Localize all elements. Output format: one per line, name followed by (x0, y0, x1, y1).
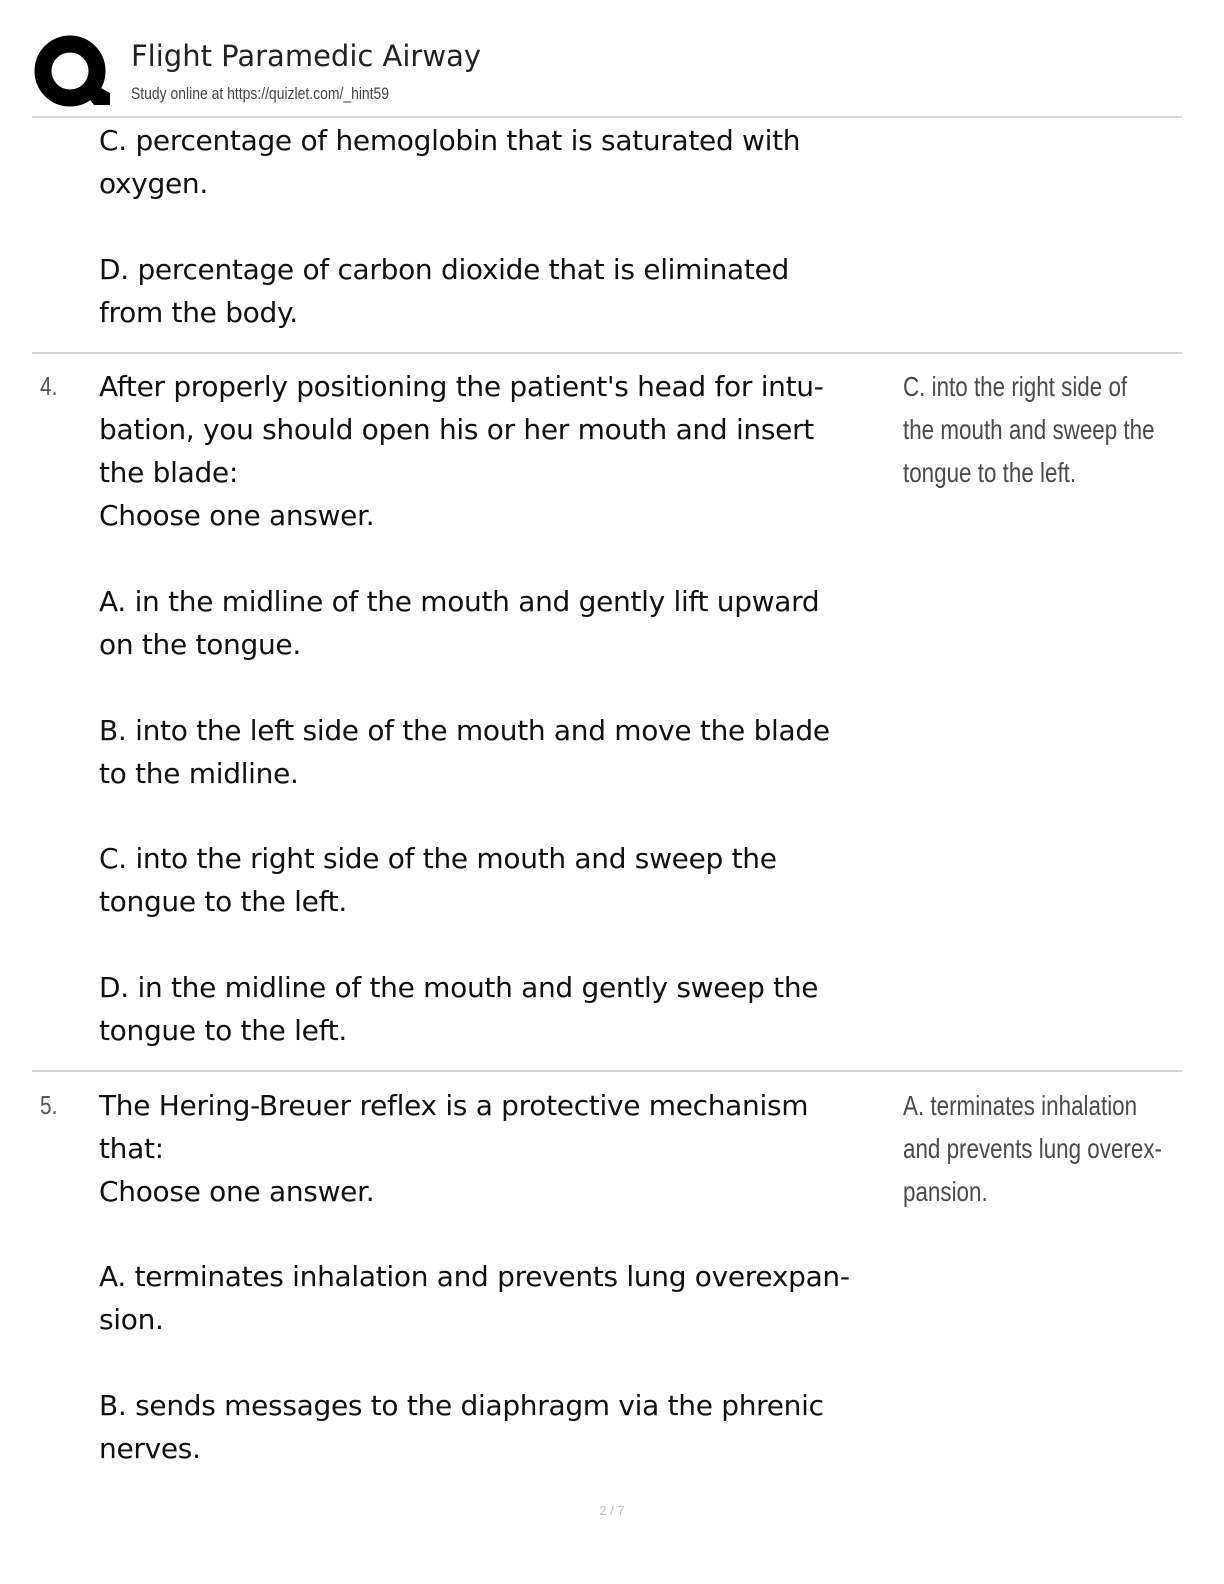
option-a: A. in the midline of the mouth and gently lift upward on the tongue. (99, 585, 820, 661)
option-a: A. terminates inhalation and prevents lung overexpan- sion. (99, 1260, 850, 1336)
study-link[interactable]: Study online at https://quizlet.com/_hint59 (131, 84, 390, 103)
question-text: The Hering-Breuer reflex is a protective mechanism that: Choose one answer. (99, 1089, 809, 1208)
option-d: D. in the midline of the mouth and gently sweep the tongue to the left. (99, 971, 819, 1047)
question-text: After properly positioning the patient's head for intu- bation, you should open his or her mouth and insert the blade: Choose one answer. (99, 370, 824, 532)
option-c-continued: C. percentage of hemoglobin that is saturated with oxygen. (99, 124, 801, 200)
page-number: 2 / 7 (599, 1503, 625, 1518)
option-c: C. into the right side of the mouth and sweep the tongue to the left. (99, 842, 777, 918)
page-header (32, 30, 1182, 116)
card-number: 4. (40, 371, 58, 401)
divider (32, 116, 1182, 118)
divider (32, 352, 1182, 354)
page-title: Flight Paramedic Airway (131, 39, 482, 73)
answer-text: C. into the right side of the mouth and sweep the tongue to the left. (903, 371, 1155, 488)
option-d-continued: D. percentage of carbon dioxide that is eliminated from the body. (99, 253, 789, 329)
quizlet-logo-icon (34, 35, 110, 111)
card-number: 5. (40, 1090, 58, 1120)
answer-text: A. terminates inhalation and prevents lung overex- pansion. (903, 1090, 1162, 1207)
option-b: B. sends messages to the diaphragm via the phrenic nerves. (99, 1389, 824, 1465)
option-b: B. into the left side of the mouth and move the blade to the midline. (99, 714, 830, 790)
divider (32, 1070, 1182, 1072)
